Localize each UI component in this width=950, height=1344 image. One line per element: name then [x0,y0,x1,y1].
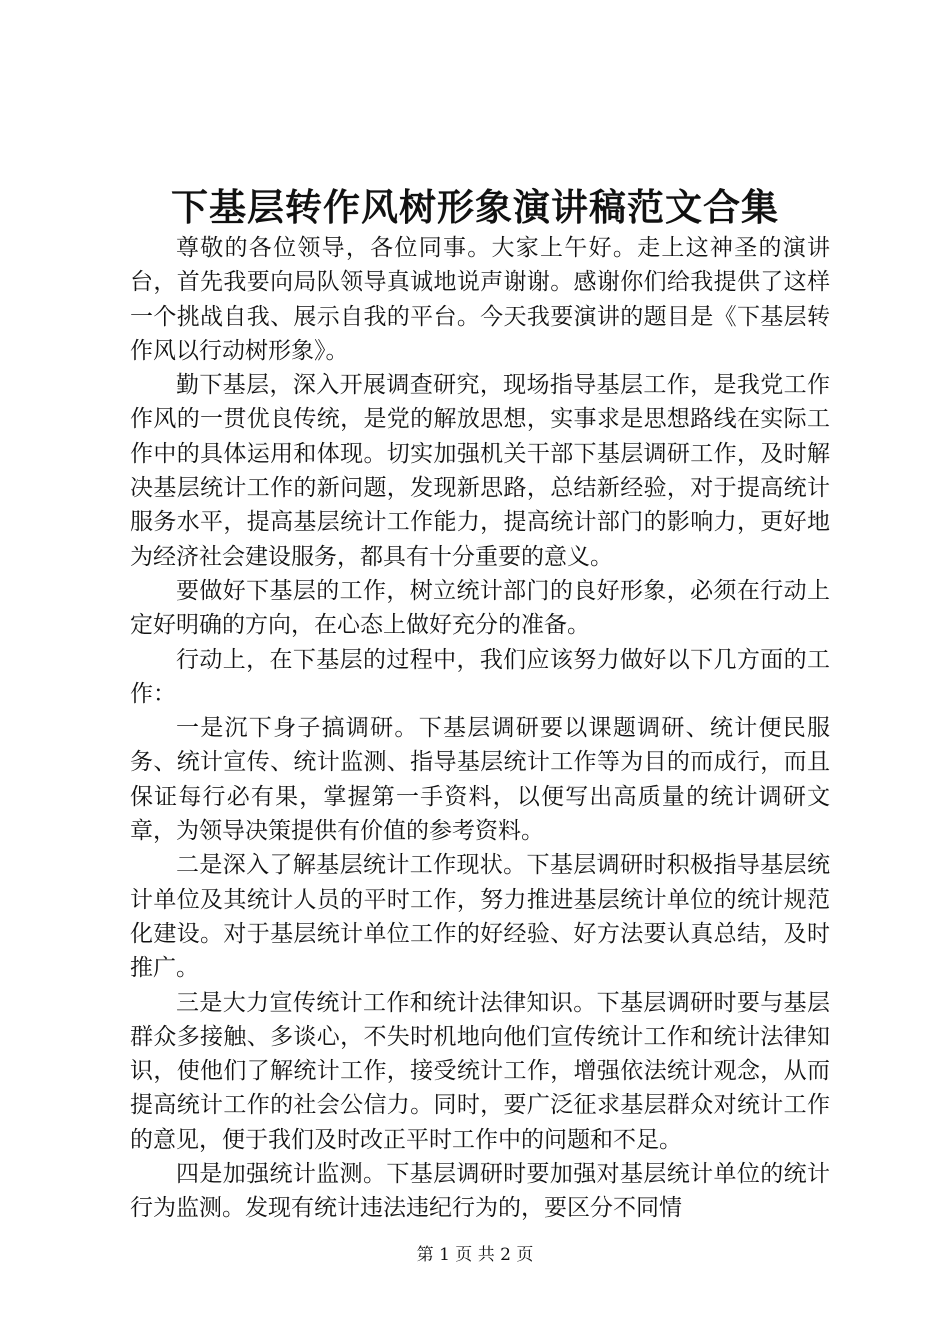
paragraph: 三是大力宣传统计工作和统计法律知识。下基层调研时要与基层群众多接触、多谈心，不失时机地向他们宣传统计工作和统计法律知识，使他们了解统计工作，接受统计工作，增强依法统计观念，从而提高统计工作的社会公信力。同时，要广泛征求基层群众对统计工作的意见，便于我们及时改正平时工作中的问题和不足。 [130,989,830,1153]
paragraph: 尊敬的各位领导，各位同事。大家上午好。走上这神圣的演讲台，首先我要向局队领导真诚地说声谢谢。感谢你们给我提供了这样一个挑战自我、展示自我的平台。今天我要演讲的题目是《下基层转作风以行动树形象》。 [130,235,830,364]
paragraph: 勤下基层，深入开展调查研究，现场指导基层工作，是我党工作作风的一贯优良传统，是党的解放思想，实事求是思想路线在实际工作中的具体运用和体现。切实加强机关干部下基层调研工作，及时解决基层统计工作的新问题，发现新思路，总结新经验，对于提高统计服务水平，提高基层统计工作能力，提高统计部门的影响力，更好地为经济社会建设服务，都具有十分重要的意义。 [130,372,830,570]
paragraph: 行动上，在下基层的过程中，我们应该努力做好以下几方面的工作： [130,646,830,707]
paragraph: 要做好下基层的工作，树立统计部门的良好形象，必须在行动上定好明确的方向，在心态上做好充分的准备。 [130,577,830,639]
paragraph: 二是深入了解基层统计工作现状。下基层调研时积极指导基层统计单位及其统计人员的平时工作，努力推进基层统计单位的统计规范化建设。对于基层统计单位工作的好经验、好方法要认真总结，及时推广。 [130,852,830,982]
document-body [130,231,830,1226]
document-title: 下基层转作风树形象演讲稿范文合集 [171,185,779,229]
paragraph: 四是加强统计监测。下基层调研时要加强对基层统计单位的统计行为监测。发现有统计违法违纪行为的，要区分不同情 [130,1161,830,1222]
paragraph: 一是沉下身子搞调研。下基层调研要以课题调研、统计便民服务、统计宣传、统计监测、指导基层统计工作等为目的而成行，而且保证每行必有果，掌握第一手资料，以便写出高质量的统计调研文章，为领导决策提供有价值的参考资料。 [130,715,830,845]
page-number-footer: 第 1 页 共 2 页 [416,1245,534,1265]
